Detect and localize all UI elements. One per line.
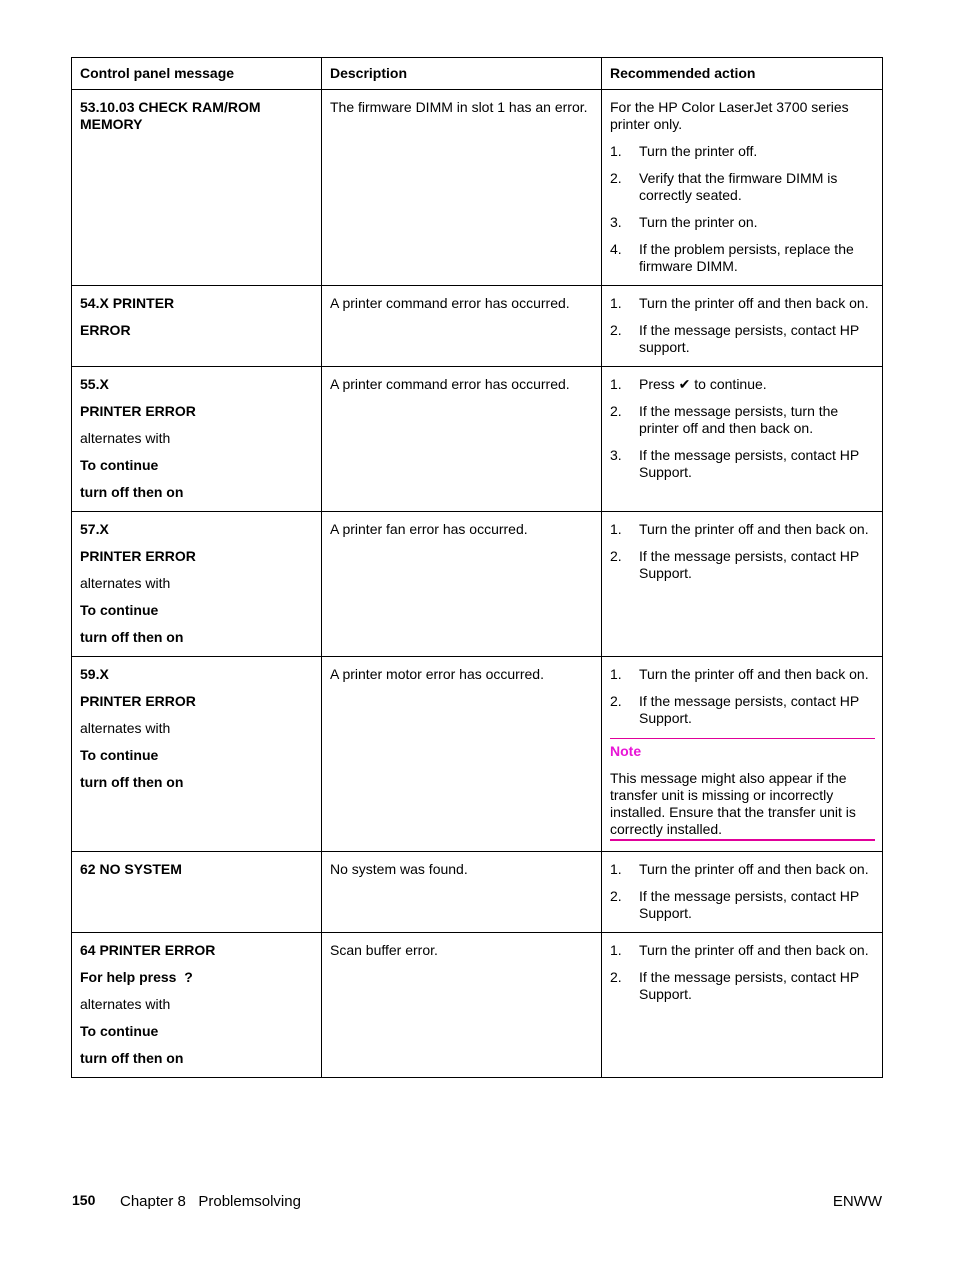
table-row <box>72 90 883 286</box>
message-line: To continue <box>80 602 159 618</box>
recommended-action-cell <box>602 933 883 1078</box>
action-step <box>610 376 875 393</box>
message-line: alternates with <box>80 575 171 591</box>
recommended-action-cell <box>602 90 883 286</box>
step-text: Turn the printer on. <box>639 214 758 230</box>
action-step <box>610 693 875 727</box>
step-number: 1. <box>610 521 622 537</box>
table-row <box>72 367 883 512</box>
header-description: Description <box>322 58 602 90</box>
step-text: Press ✔ to continue. <box>639 376 767 392</box>
step-text: If the message persists, contact HP Support. <box>639 969 859 1002</box>
step-text: Turn the printer off and then back on. <box>639 861 869 877</box>
recommended-action-cell <box>602 286 883 367</box>
message-line: 57.X <box>80 521 109 537</box>
recommended-action-cell <box>602 657 883 852</box>
step-text: Turn the printer off. <box>639 143 758 159</box>
step-text: Verify that the firmware DIMM is correctly seated. <box>639 170 838 203</box>
table-body <box>72 90 883 1078</box>
action-step <box>610 969 875 1003</box>
action-step <box>610 548 875 582</box>
table-row <box>72 657 883 852</box>
message-line: PRINTER ERROR <box>80 403 196 419</box>
action-step <box>610 241 875 275</box>
recommended-action-cell <box>602 852 883 933</box>
step-number: 2. <box>610 693 622 709</box>
chapter-title: Chapter 8 Problemsolving <box>120 1193 301 1210</box>
action-step <box>610 295 875 312</box>
step-number: 1. <box>610 376 622 392</box>
step-number: 2. <box>610 403 622 419</box>
message-line: For help press ? <box>80 969 193 985</box>
description-cell: The firmware DIMM in slot 1 has an error. <box>322 90 602 286</box>
message-line: turn off then on <box>80 484 184 500</box>
message-line: PRINTER ERROR <box>80 693 196 709</box>
action-step <box>610 214 875 231</box>
message-line: alternates with <box>80 720 171 736</box>
step-text: If the message persists, contact HP Support. <box>639 447 859 480</box>
message-line: alternates with <box>80 996 171 1012</box>
step-text: Turn the printer off and then back on. <box>639 666 869 682</box>
message-line: PRINTER ERROR <box>80 548 196 564</box>
step-number: 3. <box>610 214 622 230</box>
step-text: If the message persists, contact HP Support. <box>639 888 859 921</box>
step-number: 3. <box>610 447 622 463</box>
page-number: 150 <box>72 1192 96 1208</box>
control-panel-message-cell <box>72 512 322 657</box>
step-text: Turn the printer off and then back on. <box>639 521 869 537</box>
step-number: 2. <box>610 969 622 985</box>
step-text: If the message persists, contact HP support. <box>639 322 859 355</box>
step-number: 2. <box>610 548 622 564</box>
description-cell: A printer command error has occurred. <box>322 286 602 367</box>
message-line: 55.X <box>80 376 109 392</box>
message-line: 54.X PRINTER <box>80 295 175 311</box>
message-line: 62 NO SYSTEM <box>80 861 182 877</box>
control-panel-message-cell <box>72 90 322 286</box>
message-line: turn off then on <box>80 774 184 790</box>
header-recommended-action: Recommended action <box>602 58 883 90</box>
message-line: alternates with <box>80 430 171 446</box>
step-text: If the message persists, contact HP Support. <box>639 693 859 726</box>
action-step <box>610 403 875 437</box>
message-line: To continue <box>80 457 159 473</box>
message-line: To continue <box>80 1023 159 1039</box>
action-step <box>610 170 875 204</box>
step-number: 1. <box>610 143 622 159</box>
description-cell: Scan buffer error. <box>322 933 602 1078</box>
table-row <box>72 512 883 657</box>
step-text: If the message persists, turn the printer off and then back on. <box>639 403 839 436</box>
message-line: To continue <box>80 747 159 763</box>
table-header-row <box>72 58 883 90</box>
message-line: ERROR <box>80 322 131 338</box>
step-number: 1. <box>610 942 622 958</box>
action-step <box>610 322 875 356</box>
message-line: 53.10.03 CHECK RAM/ROM MEMORY <box>80 99 261 132</box>
page-footer <box>72 1192 882 1212</box>
control-panel-message-cell <box>72 852 322 933</box>
note-text: This message might also appear if the transfer unit is missing or incorrectly installed. Ensure that the transfer unit is correctly installed. <box>610 770 856 837</box>
table-row <box>72 852 883 933</box>
action-step <box>610 447 875 481</box>
step-number: 1. <box>610 861 622 877</box>
control-panel-message-cell <box>72 657 322 852</box>
action-step <box>610 521 875 538</box>
step-number: 4. <box>610 241 622 257</box>
recommended-action-cell <box>602 512 883 657</box>
description-cell: A printer fan error has occurred. <box>322 512 602 657</box>
action-step <box>610 888 875 922</box>
action-intro: For the HP Color LaserJet 3700 series printer only. <box>610 99 849 132</box>
step-number: 2. <box>610 888 622 904</box>
error-messages-table <box>71 57 883 1078</box>
action-step <box>610 942 875 959</box>
action-step <box>610 143 875 160</box>
step-number: 1. <box>610 666 622 682</box>
message-line: 64 PRINTER ERROR <box>80 942 216 958</box>
description-cell: No system was found. <box>322 852 602 933</box>
step-text: Turn the printer off and then back on. <box>639 942 869 958</box>
description-cell: A printer command error has occurred. <box>322 367 602 512</box>
footer-code: ENWW <box>832 1193 882 1210</box>
message-line: turn off then on <box>80 1050 184 1066</box>
description-cell: A printer motor error has occurred. <box>322 657 602 852</box>
message-line: turn off then on <box>80 629 184 645</box>
note-box <box>610 738 875 841</box>
control-panel-message-cell <box>72 286 322 367</box>
note-label: Note <box>610 743 642 759</box>
control-panel-message-cell <box>72 367 322 512</box>
message-line: 59.X <box>80 666 109 682</box>
step-number: 2. <box>610 322 622 338</box>
action-step <box>610 861 875 878</box>
step-number: 2. <box>610 170 622 186</box>
step-number: 1. <box>610 295 622 311</box>
table-row <box>72 933 883 1078</box>
step-text: If the message persists, contact HP Support. <box>639 548 859 581</box>
recommended-action-cell <box>602 367 883 512</box>
control-panel-message-cell <box>72 933 322 1078</box>
table-row <box>72 286 883 367</box>
step-text: If the problem persists, replace the firmware DIMM. <box>639 241 854 274</box>
action-step <box>610 666 875 683</box>
header-control-panel-message: Control panel message <box>72 58 322 90</box>
step-text: Turn the printer off and then back on. <box>639 295 869 311</box>
